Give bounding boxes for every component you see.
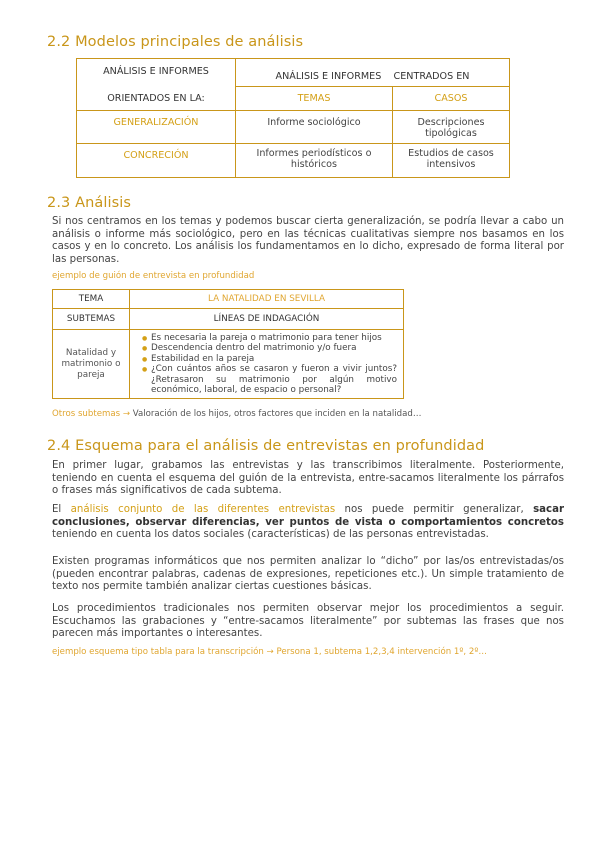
section-title-esquema: 2.4 Esquema para el análisis de entrevistas en profundidad	[47, 438, 485, 454]
transcripcion-caption: ejemplo esquema tipo tabla para la transcripción → Persona 1, subtema 1,2,3,4 intervención 1º, 2º…	[52, 647, 487, 657]
header-left-1: ANÁLISIS E INFORMES	[77, 59, 236, 87]
analisis-paragraph: Si nos centramos en los temas y podemos buscar cierta generalización, se podría llevar a cabo un análisis o informe más sociológico, pero en las técnicas cualitativas siempre nos basamos en los casos y en lo concreto. Los análisis los fundamentamos en lo dicho, expresado de forma literal por las personas.	[52, 216, 564, 265]
list-item: ● Descendencia dentro del matrimonio y/o fuera	[151, 343, 397, 353]
otros-label: Otros subtemas →	[52, 409, 131, 419]
esquema-p1: En primer lugar, grabamos las entrevistas y las transcribimos literalmente. Posteriormente, teniendo en cuenta el esquema del guión de la entrevista, entre-sacamos literalmente los párrafos o frases más significativos de cada subtema.	[52, 460, 564, 497]
esquema-p3: Existen programas informáticos que nos permiten analizar lo “dicho” por las/os entrevistadas/os (pueden encontrar palabras, cadenas de expresiones, repeticiones etc.). Un simple tratamiento de texto nos permite también analizar ciertas cuestiones básicas.	[52, 556, 564, 593]
section-title-modelos: 2.2 Modelos principales de análisis	[47, 34, 304, 50]
row-label: GENERALIZACIÓN	[77, 111, 236, 144]
tema-label: TEMA	[53, 290, 130, 309]
guion-caption: ejemplo de guión de entrevista en profundidad	[52, 271, 255, 281]
header-left-2: ORIENTADOS EN LA:	[77, 87, 236, 111]
section-title-analisis: 2.3 Análisis	[47, 195, 132, 211]
header-right: ANÁLISIS E INFORMES CENTRADOS EN	[236, 59, 510, 87]
list-item: ● Es necesaria la pareja o matrimonio para tener hijos	[151, 333, 397, 343]
p2-c: teniendo en cuenta los datos sociales (características) de las personas entrevistadas.	[52, 529, 489, 541]
otros-text: Valoración de los hijos, otros factores que inciden en la natalidad…	[130, 409, 422, 419]
lineas-label: LÍNEAS DE INDAGACIÓN	[130, 309, 404, 330]
list-item: ● ¿Con cuántos años se casaron y fueron a vivir juntos? ¿Retrasaron su matrimonio por algún motivo económico, laboral, de espacio o personal?	[151, 364, 397, 395]
row-label: CONCRECIÓN	[77, 144, 236, 178]
p2-bold: sacar conclusiones, observar diferencias, ver puntos de vista o comportamientos concretos	[52, 504, 564, 528]
subtema-cell: Natalidad y matrimonio o pareja	[53, 330, 130, 399]
esquema-p4: Los procedimientos tradicionales nos permiten observar mejor los procedimientos a seguir. Escuchamos las grabaciones y “entre-sacamos literalmente” por subtemas las frases que nos parecen más importantes o interesantes.	[52, 603, 564, 640]
row-casos: Descripciones tipológicas	[393, 111, 510, 144]
col-casos: CASOS	[393, 87, 510, 111]
row-casos: Estudios de casos intensivos	[393, 144, 510, 178]
modelos-table	[76, 58, 510, 178]
col-temas: TEMAS	[236, 87, 393, 111]
p2-gold: análisis conjunto de las diferentes entrevistas	[70, 504, 336, 515]
lineas-list	[142, 333, 397, 395]
p2-b: nos puede permitir generalizar,	[335, 504, 534, 515]
lineas-cell	[130, 330, 404, 399]
otros-subtemas	[52, 409, 421, 419]
tema-value: LA NATALIDAD EN SEVILLA	[130, 290, 404, 309]
esquema-p2	[52, 504, 564, 542]
p2-a: El	[52, 504, 71, 515]
subtemas-label: SUBTEMAS	[53, 309, 130, 330]
guion-table	[52, 289, 404, 399]
row-temas: Informe sociológico	[236, 111, 393, 144]
list-item: ● Estabilidad en la pareja	[151, 354, 397, 364]
row-temas: Informes periodísticos o históricos	[236, 144, 393, 178]
